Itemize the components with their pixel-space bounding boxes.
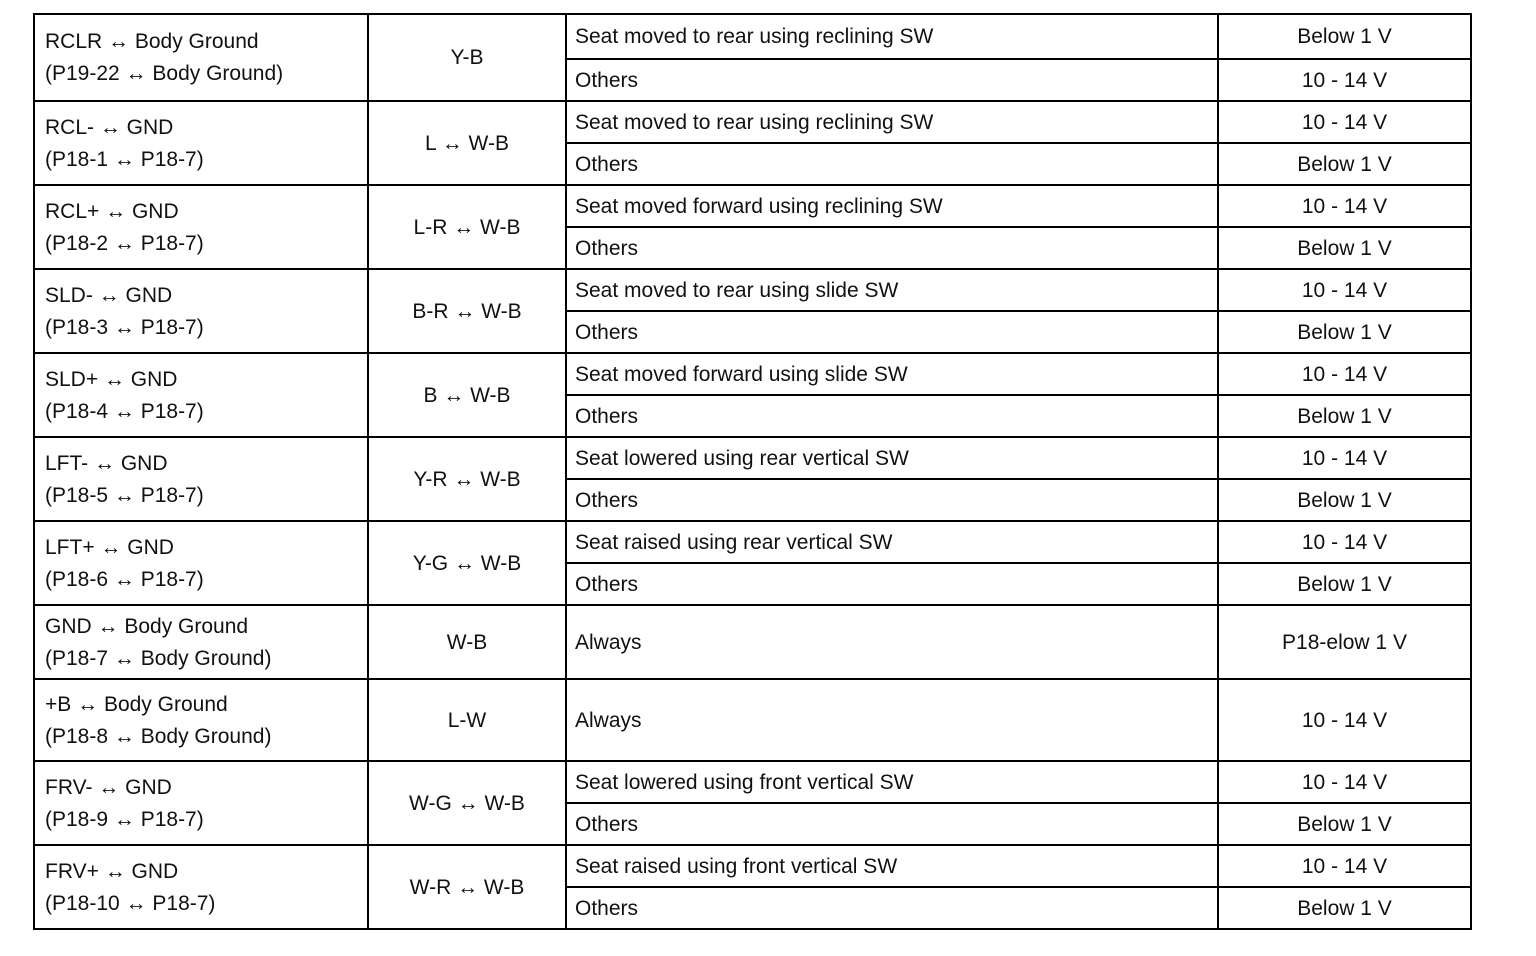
terminal-name: LFT- ↔ GND <box>45 451 168 475</box>
specified-condition-cell: 10 - 14 V <box>1218 353 1471 395</box>
terminal-pins: (P18-7 ↔ Body Ground) <box>45 646 272 670</box>
table-row <box>34 185 1471 227</box>
specified-condition-cell: 10 - 14 V <box>1218 59 1471 101</box>
table-row <box>34 845 1471 887</box>
condition-cell: Others <box>566 563 1218 605</box>
condition-cell: Seat moved to rear using reclining SW <box>566 14 1218 59</box>
terminal-pins: (P18-10 ↔ P18-7) <box>45 891 216 915</box>
specified-condition-cell: Below 1 V <box>1218 143 1471 185</box>
terminal-pins: (P18-3 ↔ P18-7) <box>45 315 204 339</box>
terminal-pins: (P18-2 ↔ P18-7) <box>45 231 204 255</box>
terminal-name: SLD+ ↔ GND <box>45 367 178 391</box>
condition-cell: Others <box>566 227 1218 269</box>
condition-cell: Seat lowered using front vertical SW <box>566 761 1218 803</box>
wiring-color-cell: W-R ↔ W-B <box>368 845 566 929</box>
specified-condition-cell: 10 - 14 V <box>1218 761 1471 803</box>
terminal-pins: (P18-4 ↔ P18-7) <box>45 399 204 423</box>
terminal-pins: (P19-22 ↔ Body Ground) <box>45 62 284 85</box>
terminal-name: LFT+ ↔ GND <box>45 535 174 559</box>
terminal-cell <box>34 269 368 353</box>
terminal-cell <box>34 845 368 929</box>
terminal-cell <box>34 14 368 101</box>
condition-cell: Others <box>566 803 1218 845</box>
wiring-color-cell: B-R ↔ W-B <box>368 269 566 353</box>
terminal-pins: (P18-9 ↔ P18-7) <box>45 807 204 831</box>
condition-cell: Always <box>566 605 1218 679</box>
condition-cell: Seat raised using front vertical SW <box>566 845 1218 887</box>
terminal-pins: (P18-6 ↔ P18-7) <box>45 567 204 591</box>
condition-cell: Others <box>566 887 1218 929</box>
table-row <box>34 437 1471 479</box>
terminal-cell <box>34 521 368 605</box>
specified-condition-cell: 10 - 14 V <box>1218 437 1471 479</box>
specified-condition-cell: Below 1 V <box>1218 479 1471 521</box>
specified-condition-cell: 10 - 14 V <box>1218 521 1471 563</box>
condition-cell: Seat moved to rear using slide SW <box>566 269 1218 311</box>
terminal-pins: (P18-8 ↔ Body Ground) <box>45 724 272 748</box>
terminal-name: RCL+ ↔ GND <box>45 199 179 223</box>
terminal-cell <box>34 605 368 679</box>
terminal-name: GND ↔ Body Ground <box>45 614 249 638</box>
specified-condition-cell: 10 - 14 V <box>1218 185 1471 227</box>
terminal-pins: (P18-5 ↔ P18-7) <box>45 483 204 507</box>
terminal-name: RCL- ↔ GND <box>45 115 174 139</box>
terminal-cell <box>34 353 368 437</box>
table-row <box>34 521 1471 563</box>
condition-cell: Others <box>566 59 1218 101</box>
condition-cell: Others <box>566 479 1218 521</box>
condition-cell: Others <box>566 311 1218 353</box>
terminal-voltage-table <box>33 13 1472 930</box>
condition-cell: Always <box>566 679 1218 761</box>
table-row <box>34 269 1471 311</box>
condition-cell: Seat moved to rear using reclining SW <box>566 101 1218 143</box>
condition-cell: Seat raised using rear vertical SW <box>566 521 1218 563</box>
specified-condition-cell: 10 - 14 V <box>1218 679 1471 761</box>
specified-condition-cell: 10 - 14 V <box>1218 101 1471 143</box>
terminal-cell <box>34 437 368 521</box>
condition-cell: Others <box>566 395 1218 437</box>
terminal-cell <box>34 761 368 845</box>
wiring-color-cell: L ↔ W-B <box>368 101 566 185</box>
specified-condition-cell: Below 1 V <box>1218 311 1471 353</box>
terminal-pins: (P18-1 ↔ P18-7) <box>45 147 204 171</box>
table-row <box>34 605 1471 679</box>
specified-condition-cell: Below 1 V <box>1218 887 1471 929</box>
table-row <box>34 14 1471 59</box>
condition-cell: Seat moved forward using reclining SW <box>566 185 1218 227</box>
condition-cell: Others <box>566 143 1218 185</box>
terminal-name: FRV+ ↔ GND <box>45 859 179 883</box>
specified-condition-cell: P18-elow 1 V <box>1218 605 1471 679</box>
wiring-color-cell: W-G ↔ W-B <box>368 761 566 845</box>
specified-condition-cell: Below 1 V <box>1218 14 1471 59</box>
terminal-name: +B ↔ Body Ground <box>45 692 228 716</box>
wiring-color-cell: Y-R ↔ W-B <box>368 437 566 521</box>
specified-condition-cell: Below 1 V <box>1218 395 1471 437</box>
specified-condition-cell: 10 - 14 V <box>1218 269 1471 311</box>
terminal-voltage-table-container <box>33 13 1472 930</box>
condition-cell: Seat moved forward using slide SW <box>566 353 1218 395</box>
wiring-color-cell: B ↔ W-B <box>368 353 566 437</box>
wiring-color-cell: L-R ↔ W-B <box>368 185 566 269</box>
table-row <box>34 761 1471 803</box>
specified-condition-cell: Below 1 V <box>1218 227 1471 269</box>
wiring-color-cell: Y-B <box>368 14 566 101</box>
wiring-color-cell: Y-G ↔ W-B <box>368 521 566 605</box>
specified-condition-cell: Below 1 V <box>1218 803 1471 845</box>
table-row <box>34 679 1471 761</box>
terminal-cell <box>34 101 368 185</box>
specified-condition-cell: Below 1 V <box>1218 563 1471 605</box>
wiring-color-cell: L-W <box>368 679 566 761</box>
table-row <box>34 101 1471 143</box>
terminal-name: SLD- ↔ GND <box>45 283 173 307</box>
wiring-color-cell: W-B <box>368 605 566 679</box>
terminal-name: FRV- ↔ GND <box>45 775 172 799</box>
terminal-cell <box>34 185 368 269</box>
terminal-cell <box>34 679 368 761</box>
specified-condition-cell: 10 - 14 V <box>1218 845 1471 887</box>
condition-cell: Seat lowered using rear vertical SW <box>566 437 1218 479</box>
terminal-name: RCLR ↔ Body Ground <box>45 30 259 53</box>
table-row <box>34 353 1471 395</box>
